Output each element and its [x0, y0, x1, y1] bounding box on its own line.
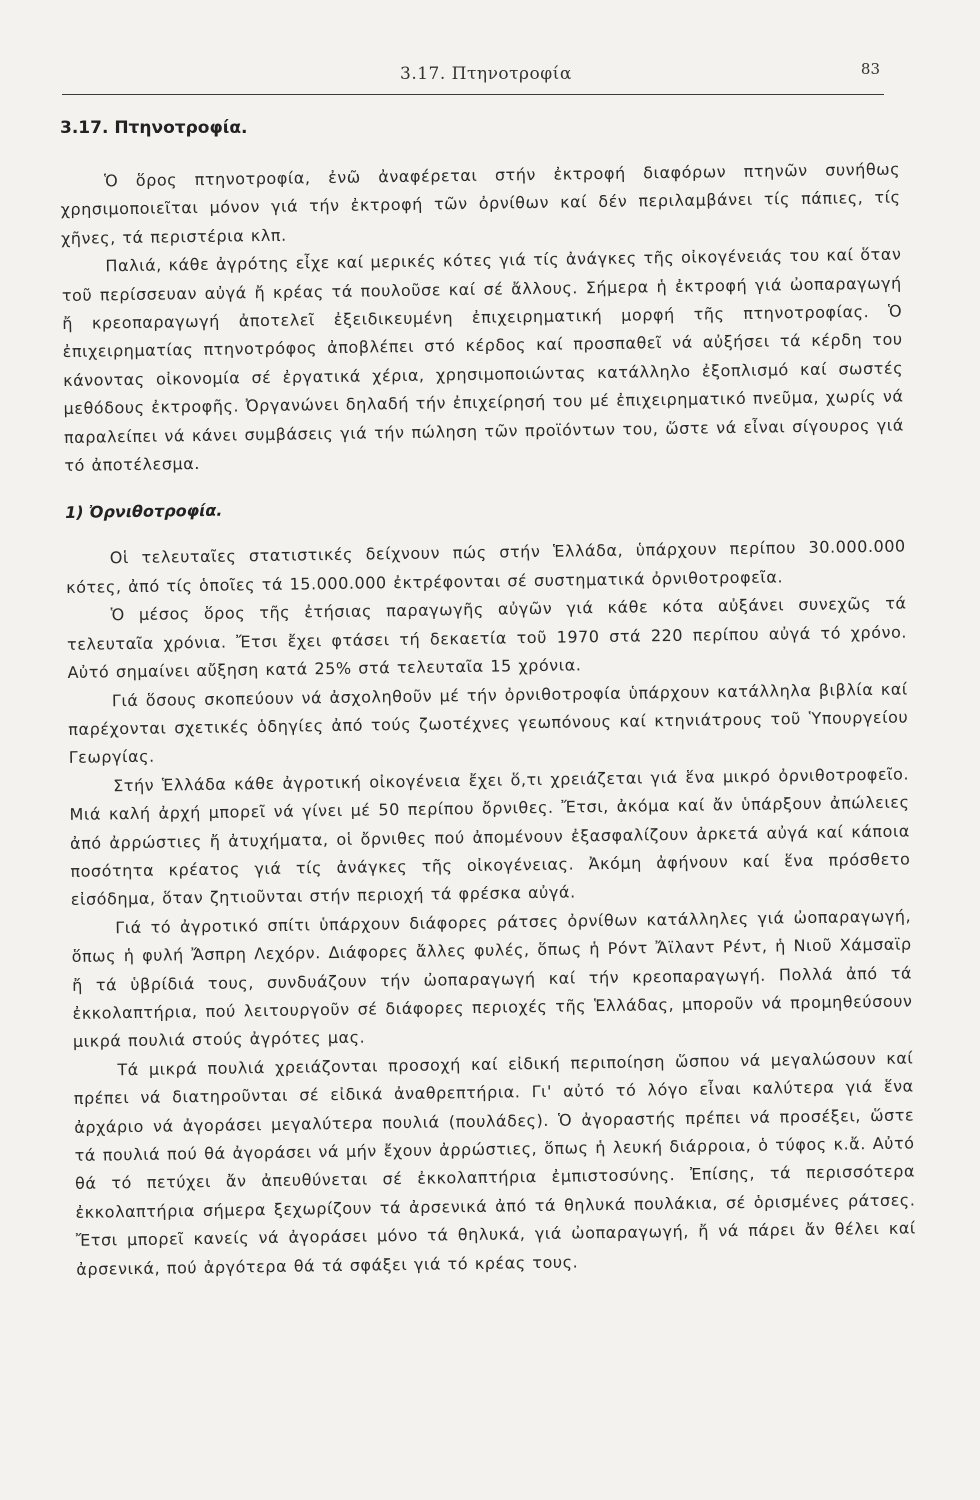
section-heading: 3.17. Πτηνοτροφία.: [60, 118, 248, 138]
paragraph: Οἱ τελευταῖες στατιστικές δείχνουν πώς στήν Ἑλλάδα, ὑπάρχουν περίπου 30.000.000 κότες, ἀπό τίς ὁποῖες τά 15.000.000 ἐκτρέφονται σέ συστηματικά ὀρνιθοτροφεῖα.: [66, 536, 906, 597]
paragraph: Γιά ὅσους σκοπεύουν νά ἀσχοληθοῦν μέ τήν ὀρνιθοτροφία ὑπάρχουν κατάλληλα βιβλία καί παρέχονται σχετικές ὁδηγίες ἀπό τούς ζωοτέχνες γεωπόνους καί κτηνιάτρους τοῦ Ὑπουργείου Γεωργίας.: [68, 678, 909, 768]
paragraph: Στήν Ἑλλάδα κάθε ἀγροτική οἰκογένεια ἔχει ὅ,τι χρειάζεται γιά ἕνα μικρό ὀρνιθοτροφεῖο. Μιά καλή ἀρχή μπορεῖ νά γίνει μέ 50 περίπου ὄρνιθες. Ἔτσι, ἀκόμα καί ἄν ὑπάρξουν ἀπώλειες ἀπό ἀρρώστιες ἤ ἀτυχήματα, οἱ ὄρνιθες πού ἀπομένουν ἐξασφαλίζουν ἀρκετά αὐγά καί κάποια ποσότητα κρέατος γιά τίς ἀνάγκες τῆς οἰκογένειας. Ἀκόμη ἀφήνουν καί ἕνα πρόσθετο εἰσόδημα, ὅταν ζητιοῦνται στήν περιοχή τά φρέσκα αὐγά.: [69, 764, 911, 910]
page-body: [60, 156, 916, 1284]
page-number: 83: [860, 60, 880, 78]
paragraph: Γιά τό ἀγροτικό σπίτι ὑπάρχουν διάφορες ράτσες ὀρνίθων κατάλληλες γιά ὠοπαραγωγή, ὅπως ἡ φυλή Ἄσπρη Λεχόρν. Διάφορες ἄλλες φυλές, ὅπως ἡ Ρόντ Ἄϊλαντ Ρέντ, ἡ Νιοῦ Χάμσαϊρ ἤ τά ὑβρίδιά τους, συνδυάζουν τήν ὠοπαραγωγή καί τήν κρεοπαραγωγή. Πολλά ἀπό τά ἐκκολαπτήρια, πού λειτουργοῦν σέ διάφορες περιοχές τῆς Ἑλλάδας, μποροῦν νά προμηθεύσουν μικρά πουλιά στούς ἀγρότες μας.: [71, 906, 913, 1052]
paragraph: Παλιά, κάθε ἀγρότης εἶχε καί μερικές κότες γιά τίς ἀνάγκες τῆς οἰκογένειάς του καί ὅταν τοῦ περίσσευαν αὐγά ἤ κρέας τά πουλοῦσε καί σέ ἄλλους. Σήμερα ἡ ἐκτροφή γιά ὠοπαραγωγή ἤ κρεοπαραγωγή ἀποτελεῖ ἐξειδικευμένη ἐπιχειρηματική μορφή τῆς πτηνοτροφίας. Ὁ ἐπιχειρηματίας πτηνοτρόφος ἀποβλέπει στό κέρδος καί προσπαθεῖ νά αὐξήσει τά κέρδη του κάνοντας οἰκονομία σέ ἐργατικά χέρια, χρησιμοποιώντας κατάλληλο ἐξοπλισμό καί σωστές μεθόδους ἐκτροφῆς. Ὀργανώνει δηλαδή τήν ἐπιχείρησή του μέ ἐπιχειρηματικό πνεῦμα, χωρίς νά παραλείπει νά κάνει συμβάσεις γιά τήν πώληση τῶν προϊόντων του, ὥστε νά εἶναι σίγουρος γιά τό ἀποτέλεσμα.: [61, 244, 905, 476]
paragraph: Τά μικρά πουλιά χρειάζονται προσοχή καί εἰδική περιποίηση ὥσπου νά μεγαλώσουν καί πρέπει νά διατηροῦνται σέ εἰδικά ἀναθρεπτήρια. Γι' αὐτό τό λόγο εἶναι καλύτερα γιά ἕνα ἀρχάριο νά ἀγοράσει μεγαλύτερα πουλιά (πουλάδες). Ὁ ἀγοραστής πρέπει νά προσέξει, ὥστε τά πουλιά πού θά ἀγοράσει νά μήν ἔχουν ἀρρώστιες, ὅπως ἡ λευκή διάρροια, ὁ τύφος κ.ἄ. Αὐτό θά τό πετύχει ἄν ἀπευθύνεται σέ ἐκκολαπτήρια ἐμπιστοσύνης. Ἐπίσης, τά περισσότερα ἐκκολαπτήρια σήμερα ξεχωρίζουν τά ἀρσενικά ἀπό τά θηλυκά πουλάκια, σέ ὁρισμένες ράτσες. Ἔτσι μπορεῖ κανείς νά ἀγοράσει μόνο τά θηλυκά, γιά ὠοπαραγωγή, ἤ νά πάρει ἄν θέλει καί ἀρσενικά, πού ἀργότερα θά τά σφάξει γιά τό κρέας τους.: [73, 1048, 916, 1279]
paragraph: Ὁ μέσος ὅρος τῆς ἐτήσιας παραγωγῆς αὐγῶν γιά κάθε κότα αὐξάνει συνεχῶς τά τελευταῖα χρόνια. Ἔτσι ἔχει φτάσει τή δεκαετία τοῦ 1970 στά 220 περίπου αὐγά τό χρόνο. Αὐτό σημαίνει αὔξηση κατά 25% στά τελευταῖα 15 χρόνια.: [66, 593, 908, 683]
running-header: [62, 60, 884, 95]
subsection-heading: 1) Ὀρνιθοτροφία.: [64, 501, 223, 523]
paragraph: Ὁ ὅρος πτηνοτροφία, ἐνῶ ἀναφέρεται στήν ἐκτροφή διαφόρων πτηνῶν συνήθως χρησιμοποιεῖται μόνον γιά τήν ἐκτροφή τῶν ὀρνίθων καί δέν περιλαμβάνει τίς πάπιες, τίς χῆνες, τά περιστέρια κλπ.: [60, 159, 901, 248]
running-title: 3.17. Πτηνοτροφία: [400, 64, 572, 84]
